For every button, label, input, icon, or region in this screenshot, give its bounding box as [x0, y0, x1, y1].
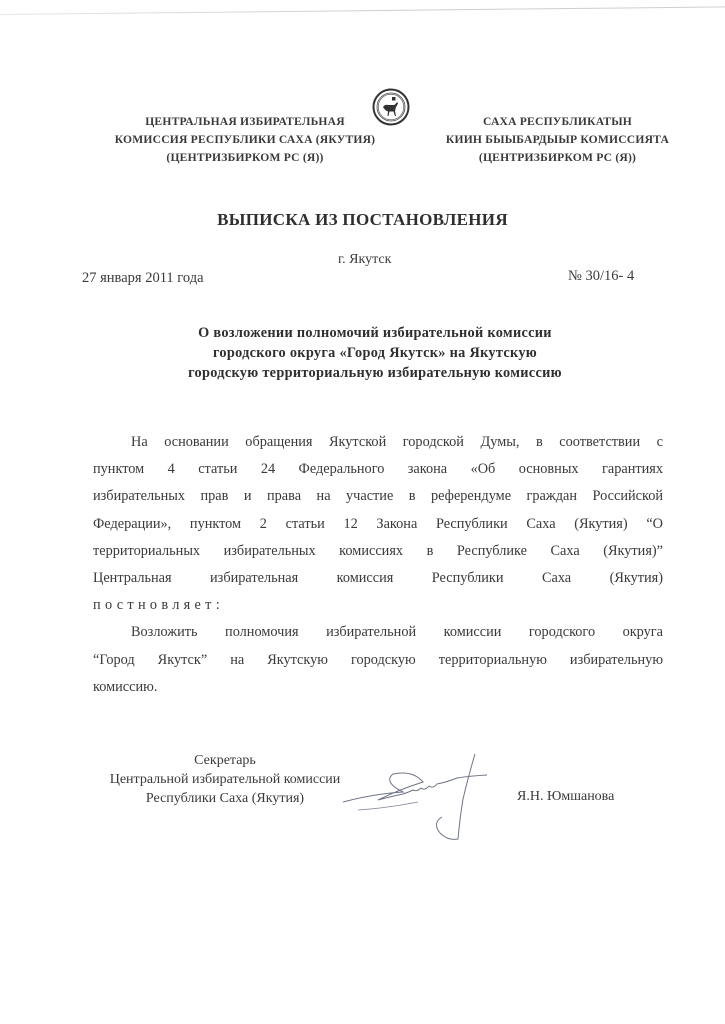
scan-artifact-line	[0, 6, 725, 15]
signatory-name: Я.Н. Юмшанова	[517, 789, 615, 804]
body-line: Федерации», пунктом 2 статьи 12 Закона Республики Саха (Якутия) “О	[93, 515, 663, 532]
document-body	[93, 429, 663, 701]
body-line: Возложить полномочия избирательной комиссии городского округа	[131, 624, 663, 641]
header-right-line: КИИН БЫЫБАРДЫЫР КОМИССИЯТА	[445, 133, 670, 146]
signatory-line: Центральной избирательной комиссии	[109, 772, 341, 787]
header-left-line: КОМИССИЯ РЕСПУБЛИКИ САХА (ЯКУТИЯ)	[114, 133, 376, 146]
signatory-line: Секретарь	[194, 753, 256, 768]
header-right-line: САХА РЕСПУБЛИКАТЫН	[482, 115, 633, 128]
document-number: № 30/16- 4	[568, 268, 635, 284]
document-date: 27 января 2011 года	[82, 270, 204, 286]
body-line: “Город Якутск” на Якутскую городскую территориальную избирательную	[93, 651, 663, 668]
subject-line: городского округа «Город Якутск» на Якутскую	[212, 345, 538, 361]
handwritten-signature	[338, 748, 528, 848]
body-line: На основании обращения Якутской городской Думы, в соответствии с	[131, 434, 663, 450]
document-title: ВЫПИСКА ИЗ ПОСТАНОВЛЕНИЯ	[217, 210, 508, 229]
document-city: г. Якутск	[338, 252, 392, 267]
signatory-line: Республики Саха (Якутия)	[145, 791, 305, 806]
header-left-org	[100, 113, 390, 167]
subject-line: городскую территориальную избирательную комиссию	[188, 365, 562, 381]
header-right-org	[405, 113, 710, 167]
header-right-line: (ЦЕНТРИЗБИРКОМ РС (Я))	[478, 151, 637, 164]
header-left-line: ЦЕНТРАЛЬНАЯ ИЗБИРАТЕЛЬНАЯ	[145, 115, 345, 128]
body-line: пунктом 4 статьи 24 Федерального закона «Об основных гарантиях	[93, 461, 663, 478]
header-left-line: (ЦЕНТРИЗБИРКОМ РС (Я))	[166, 151, 324, 164]
body-line: Центральная избирательная комиссия Республики Саха (Якутия)	[93, 569, 663, 586]
subject-line: О возложении полномочий избирательной комиссии	[198, 325, 552, 341]
body-line: территориальных избирательных комиссиях в Республике Саха (Якутия)”	[93, 542, 663, 559]
body-line: комиссию.	[93, 678, 158, 695]
body-line: избирательных прав и права на участие в референдуме граждан Российской	[93, 488, 663, 505]
body-line-resolves: постновляет:	[93, 597, 224, 614]
signatory-title	[95, 751, 355, 808]
document-subject	[150, 323, 600, 383]
